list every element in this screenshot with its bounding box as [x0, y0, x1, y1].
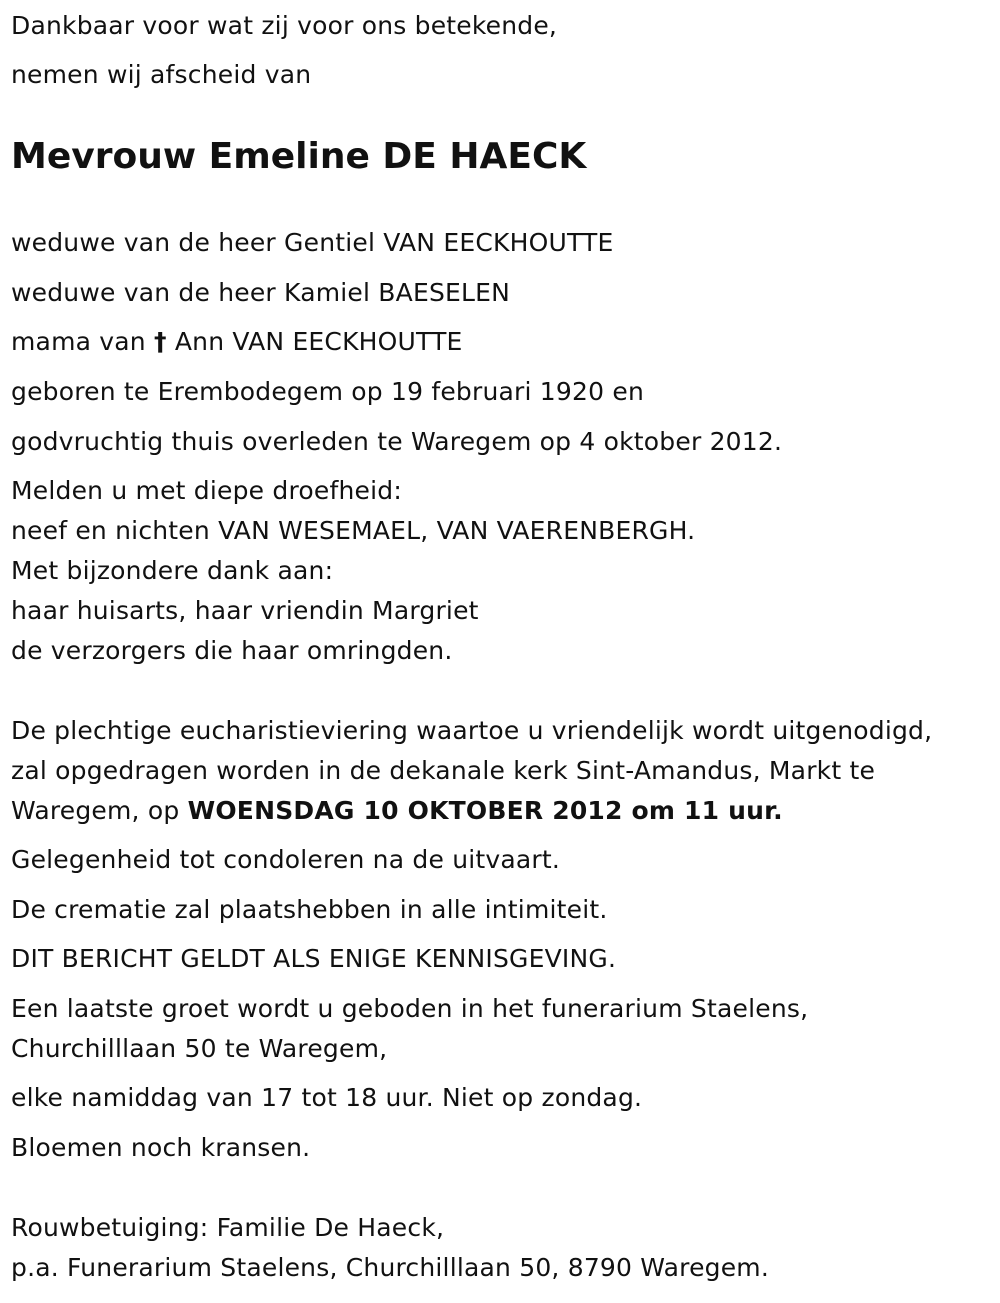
notice-line: DIT BERICHT GELDT ALS ENIGE KENNISGEVING. [11, 944, 617, 973]
contact-line-2: p.a. Funerarium Staelens, Churchilllaan 50, 8790 Waregem. [11, 1253, 769, 1282]
condolence-line: Gelegenheid tot condoleren na de uitvaart. [11, 845, 561, 874]
mother-prefix: mama van [11, 327, 154, 356]
announcers-line-3: Met bijzondere dank aan: [11, 556, 334, 585]
contact-line-1: Rouwbetuiging: Familie De Haeck, [11, 1213, 445, 1242]
died-line: godvruchtig thuis overleden te Waregem op 4 oktober 2012. [11, 427, 783, 456]
announcers-line-1: Melden u met diepe droefheid: [11, 476, 402, 505]
hours-line: elke namiddag van 17 tot 18 uur. Niet op zondag. [11, 1083, 643, 1112]
deceased-name: Mevrouw Emeline DE HAECK [11, 136, 587, 177]
ceremony-date: WOENSDAG 10 OKTOBER 2012 om 11 uur. [187, 796, 783, 825]
greeting-line-1: Een laatste groet wordt u geboden in het funerarium Staelens, [11, 994, 809, 1023]
announcers-line-2: neef en nichten VAN WESEMAEL, VAN VAERENBERGH. [11, 516, 696, 545]
widow-line-1: weduwe van de heer Gentiel VAN EECKHOUTTE [11, 228, 614, 257]
ceremony-line-3 [11, 796, 783, 826]
cremation-line: De crematie zal plaatshebben in alle intimiteit. [11, 895, 608, 924]
intro-line-1: Dankbaar voor wat zij voor ons betekende, [11, 11, 558, 40]
widow-line-2: weduwe van de heer Kamiel BAESELEN [11, 278, 511, 307]
ceremony-place: Waregem, op [11, 796, 188, 825]
announcers-line-5: de verzorgers die haar omringden. [11, 636, 453, 665]
greeting-line-2: Churchilllaan 50 te Waregem, [11, 1034, 388, 1063]
ceremony-line-2: zal opgedragen worden in de dekanale kerk Sint-Amandus, Markt te [11, 756, 876, 785]
intro-line-2: nemen wij afscheid van [11, 60, 312, 89]
mother-line [11, 327, 463, 357]
announcers-line-4: haar huisarts, haar vriendin Margriet [11, 596, 479, 625]
flowers-line: Bloemen noch kransen. [11, 1133, 311, 1162]
ceremony-line-1: De plechtige eucharistieviering waartoe u vriendelijk wordt uitgenodigd, [11, 716, 933, 745]
mother-name: Ann VAN EECKHOUTTE [166, 327, 463, 356]
born-line: geboren te Erembodegem op 19 februari 1920 en [11, 377, 644, 406]
cross-icon: † [154, 327, 167, 356]
